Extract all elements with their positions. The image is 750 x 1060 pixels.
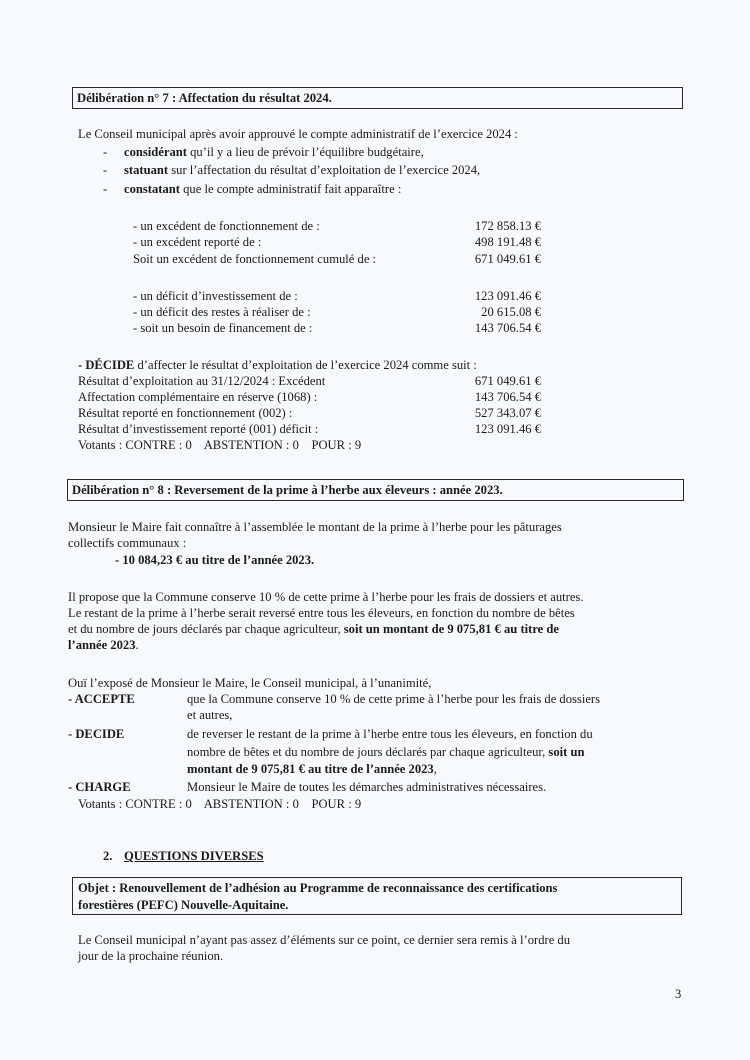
accepte-text: que la Commune conserve 10 % de cette prime à l’herbe pour les frais de dossiers [187, 692, 601, 706]
delib8-para2-line: Il propose que la Commune conserve 10 % de cette prime à l’herbe pour les frais de dossiers et autres. [68, 590, 584, 604]
decide-text: nombre de bêtes et du nombre de jours déclarés par chaque agriculteur, soit un [187, 745, 585, 759]
delib8-votes: Votants : CONTRE : 0 ABSTENTION : 0 POUR : 9 [78, 797, 362, 811]
section2-text-line: jour de la prochaine réunion. [78, 949, 224, 963]
result-label: Résultat reporté en fonctionnement (002) : [78, 406, 293, 420]
group2-label: - soit un besoin de financement de : [133, 321, 313, 335]
decide-label: - DECIDE [68, 727, 125, 741]
group2-value: 123 091.46 € [474, 289, 541, 303]
delib8-para2-line: l’année 2023. [68, 638, 139, 652]
group1-value: 498 191.48 € [474, 235, 541, 249]
section-number: 2. [103, 849, 113, 863]
group2-value: 20 615.08 € [481, 305, 541, 319]
group1-label: Soit un excédent de fonctionnement cumulé de : [133, 252, 377, 266]
delib7-bullet-dash: - [103, 163, 108, 177]
group1-label: - un excédent reporté de : [133, 235, 262, 249]
delib7-title: Délibération n° 7 : Affectation du résultat 2024. [77, 91, 332, 105]
group1-value: 172 858.13 € [474, 219, 541, 233]
delib7-intro: Le Conseil municipal après avoir approuvé le compte administratif de l’exercice 2024 : [78, 127, 518, 141]
result-label: Affectation complémentaire en réserve (1068) : [78, 390, 318, 404]
delib8-para1-line: Monsieur le Maire fait connaître à l’assemblée le montant de la prime à l’herbe pour les pâturages [68, 520, 562, 534]
delib8-oui: Ouï l’exposé de Monsieur le Maire, le Conseil municipal, à l’unanimité, [68, 676, 432, 690]
decide-text: de reverser le restant de la prime à l’herbe entre tous les éleveurs, en fonction du [187, 727, 593, 741]
group1-value: 671 049.61 € [474, 252, 541, 266]
result-value: 527 343.07 € [474, 406, 541, 420]
group1-label: - un excédent de fonctionnement de : [133, 219, 320, 233]
delib8-amount: - 10 084,23 € au titre de l’année 2023. [115, 553, 315, 567]
accepte-label: - ACCEPTE [68, 692, 135, 706]
decide-text: montant de 9 075,81 € au titre de l’année 2023, [187, 762, 437, 776]
group2-label: - un déficit d’investissement de : [133, 289, 298, 303]
section2-text-line: Le Conseil municipal n’ayant pas assez d’éléments sur ce point, ce dernier sera remis à l’ordre du [78, 933, 571, 947]
group2-label: - un déficit des restes à réaliser de : [133, 305, 311, 319]
result-value: 123 091.46 € [474, 422, 541, 436]
result-label: Résultat d’investissement reporté (001) déficit : [78, 422, 319, 436]
section-title: QUESTIONS DIVERSES [124, 849, 264, 863]
delib7-bullet: constatant que le compte administratif fait apparaître : [124, 182, 402, 196]
delib7-bullet-dash: - [103, 145, 108, 159]
page-number: 3 [675, 987, 682, 1001]
group2-value: 143 706.54 € [474, 321, 541, 335]
delib8-title: Délibération n° 8 : Reversement de la prime à l’herbe aux éleveurs : année 2023. [72, 483, 503, 497]
delib7-bullet-dash: - [103, 182, 108, 196]
delib7-votes: Votants : CONTRE : 0 ABSTENTION : 0 POUR : 9 [78, 438, 362, 452]
objet-line: forestières (PEFC) Nouvelle-Aquitaine. [78, 898, 289, 912]
delib8-para2-line: Le restant de la prime à l’herbe serait reversé entre tous les éleveurs, en fonction du nombre de bêtes [68, 606, 575, 620]
result-value: 143 706.54 € [474, 390, 541, 404]
delib7-decide: - DÉCIDE d’affecter le résultat d’exploitation de l’exercice 2024 comme suit : [78, 358, 477, 372]
delib7-bullet: statuant sur l’affectation du résultat d’exploitation de l’exercice 2024, [124, 163, 481, 177]
objet-line: Objet : Renouvellement de l’adhésion au Programme de reconnaissance des certifications [78, 881, 558, 895]
charge-text: Monsieur le Maire de toutes les démarches administratives nécessaires. [187, 780, 547, 794]
delib8-para1-line: collectifs communaux : [68, 536, 187, 550]
delib7-bullet: considérant qu’il y a lieu de prévoir l’équilibre budgétaire, [124, 145, 424, 159]
result-value: 671 049.61 € [474, 374, 541, 388]
accepte-text: et autres, [187, 708, 233, 722]
result-label: Résultat d’exploitation au 31/12/2024 : Excédent [78, 374, 326, 388]
delib8-para2-line: et du nombre de jours déclarés par chaque agriculteur, soit un montant de 9 075,81 € au titre de [68, 622, 560, 636]
charge-label: - CHARGE [68, 780, 131, 794]
